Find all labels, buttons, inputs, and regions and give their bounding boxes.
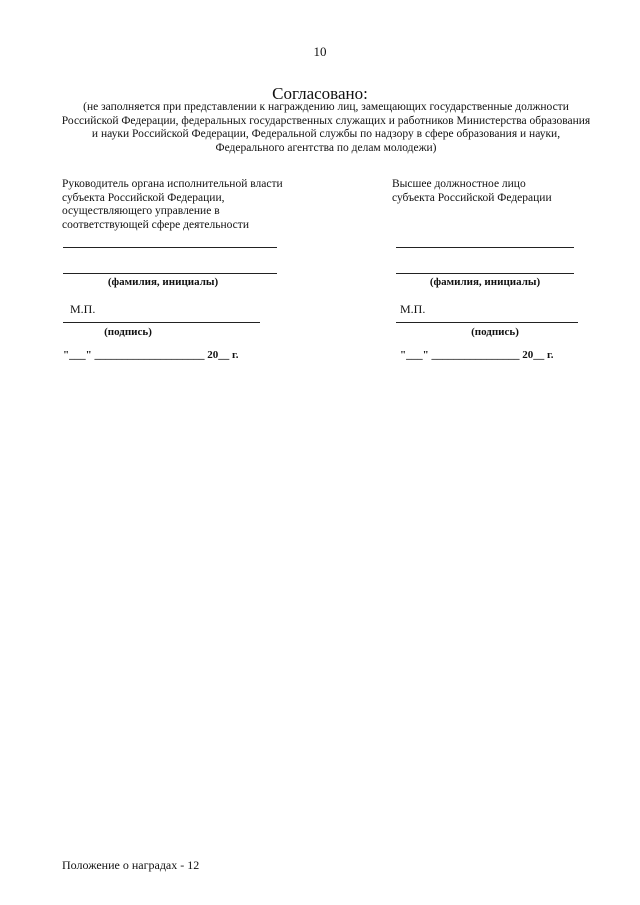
left-title-line: субъекта Российской Федерации, — [62, 191, 225, 204]
left-signatory-title — [62, 178, 302, 232]
right-signature-caption: (подпись) — [471, 326, 519, 338]
left-position-line[interactable] — [63, 247, 277, 248]
left-name-line[interactable] — [63, 273, 277, 274]
right-name-line[interactable] — [396, 273, 574, 274]
left-date-line[interactable]: "___" ____________________ 20__ г. — [63, 349, 239, 361]
left-title-line: Руководитель органа исполнительной власти — [62, 178, 283, 190]
approval-note: (не заполняется при представлении к награждению лиц, замещающих государственные должности Российской Федерации, федеральных государственных служащих и работников Министерства образования и науки Российской Федерации, Федеральной службы по надзору в сфере образования и науки, Федерального агентства по делам молодежи) — [61, 101, 591, 154]
page-number: 10 — [313, 44, 327, 59]
right-title-line: субъекта Российской Федерации — [392, 191, 552, 204]
left-title-line: соответствующей сфере деятельности — [62, 218, 249, 231]
page-title: Согласовано: — [272, 84, 368, 103]
right-signature-line[interactable] — [396, 322, 578, 323]
left-signature-caption: (подпись) — [104, 326, 152, 338]
right-date-line[interactable]: "___" ________________ 20__ г. — [400, 349, 554, 361]
right-position-line[interactable] — [396, 247, 574, 248]
right-name-caption: (фамилия, инициалы) — [429, 276, 541, 288]
left-name-caption: (фамилия, инициалы) — [107, 276, 219, 288]
right-title-line: Высшее должностное лицо — [392, 178, 526, 190]
left-title-line: осуществляющего управление в — [62, 205, 220, 217]
left-signature-line[interactable] — [63, 322, 260, 323]
right-signatory-title — [392, 178, 612, 205]
page-footer: Положение о наградах - 12 — [62, 858, 200, 872]
right-stamp-label: М.П. — [400, 302, 426, 316]
left-stamp-label: М.П. — [70, 302, 96, 316]
